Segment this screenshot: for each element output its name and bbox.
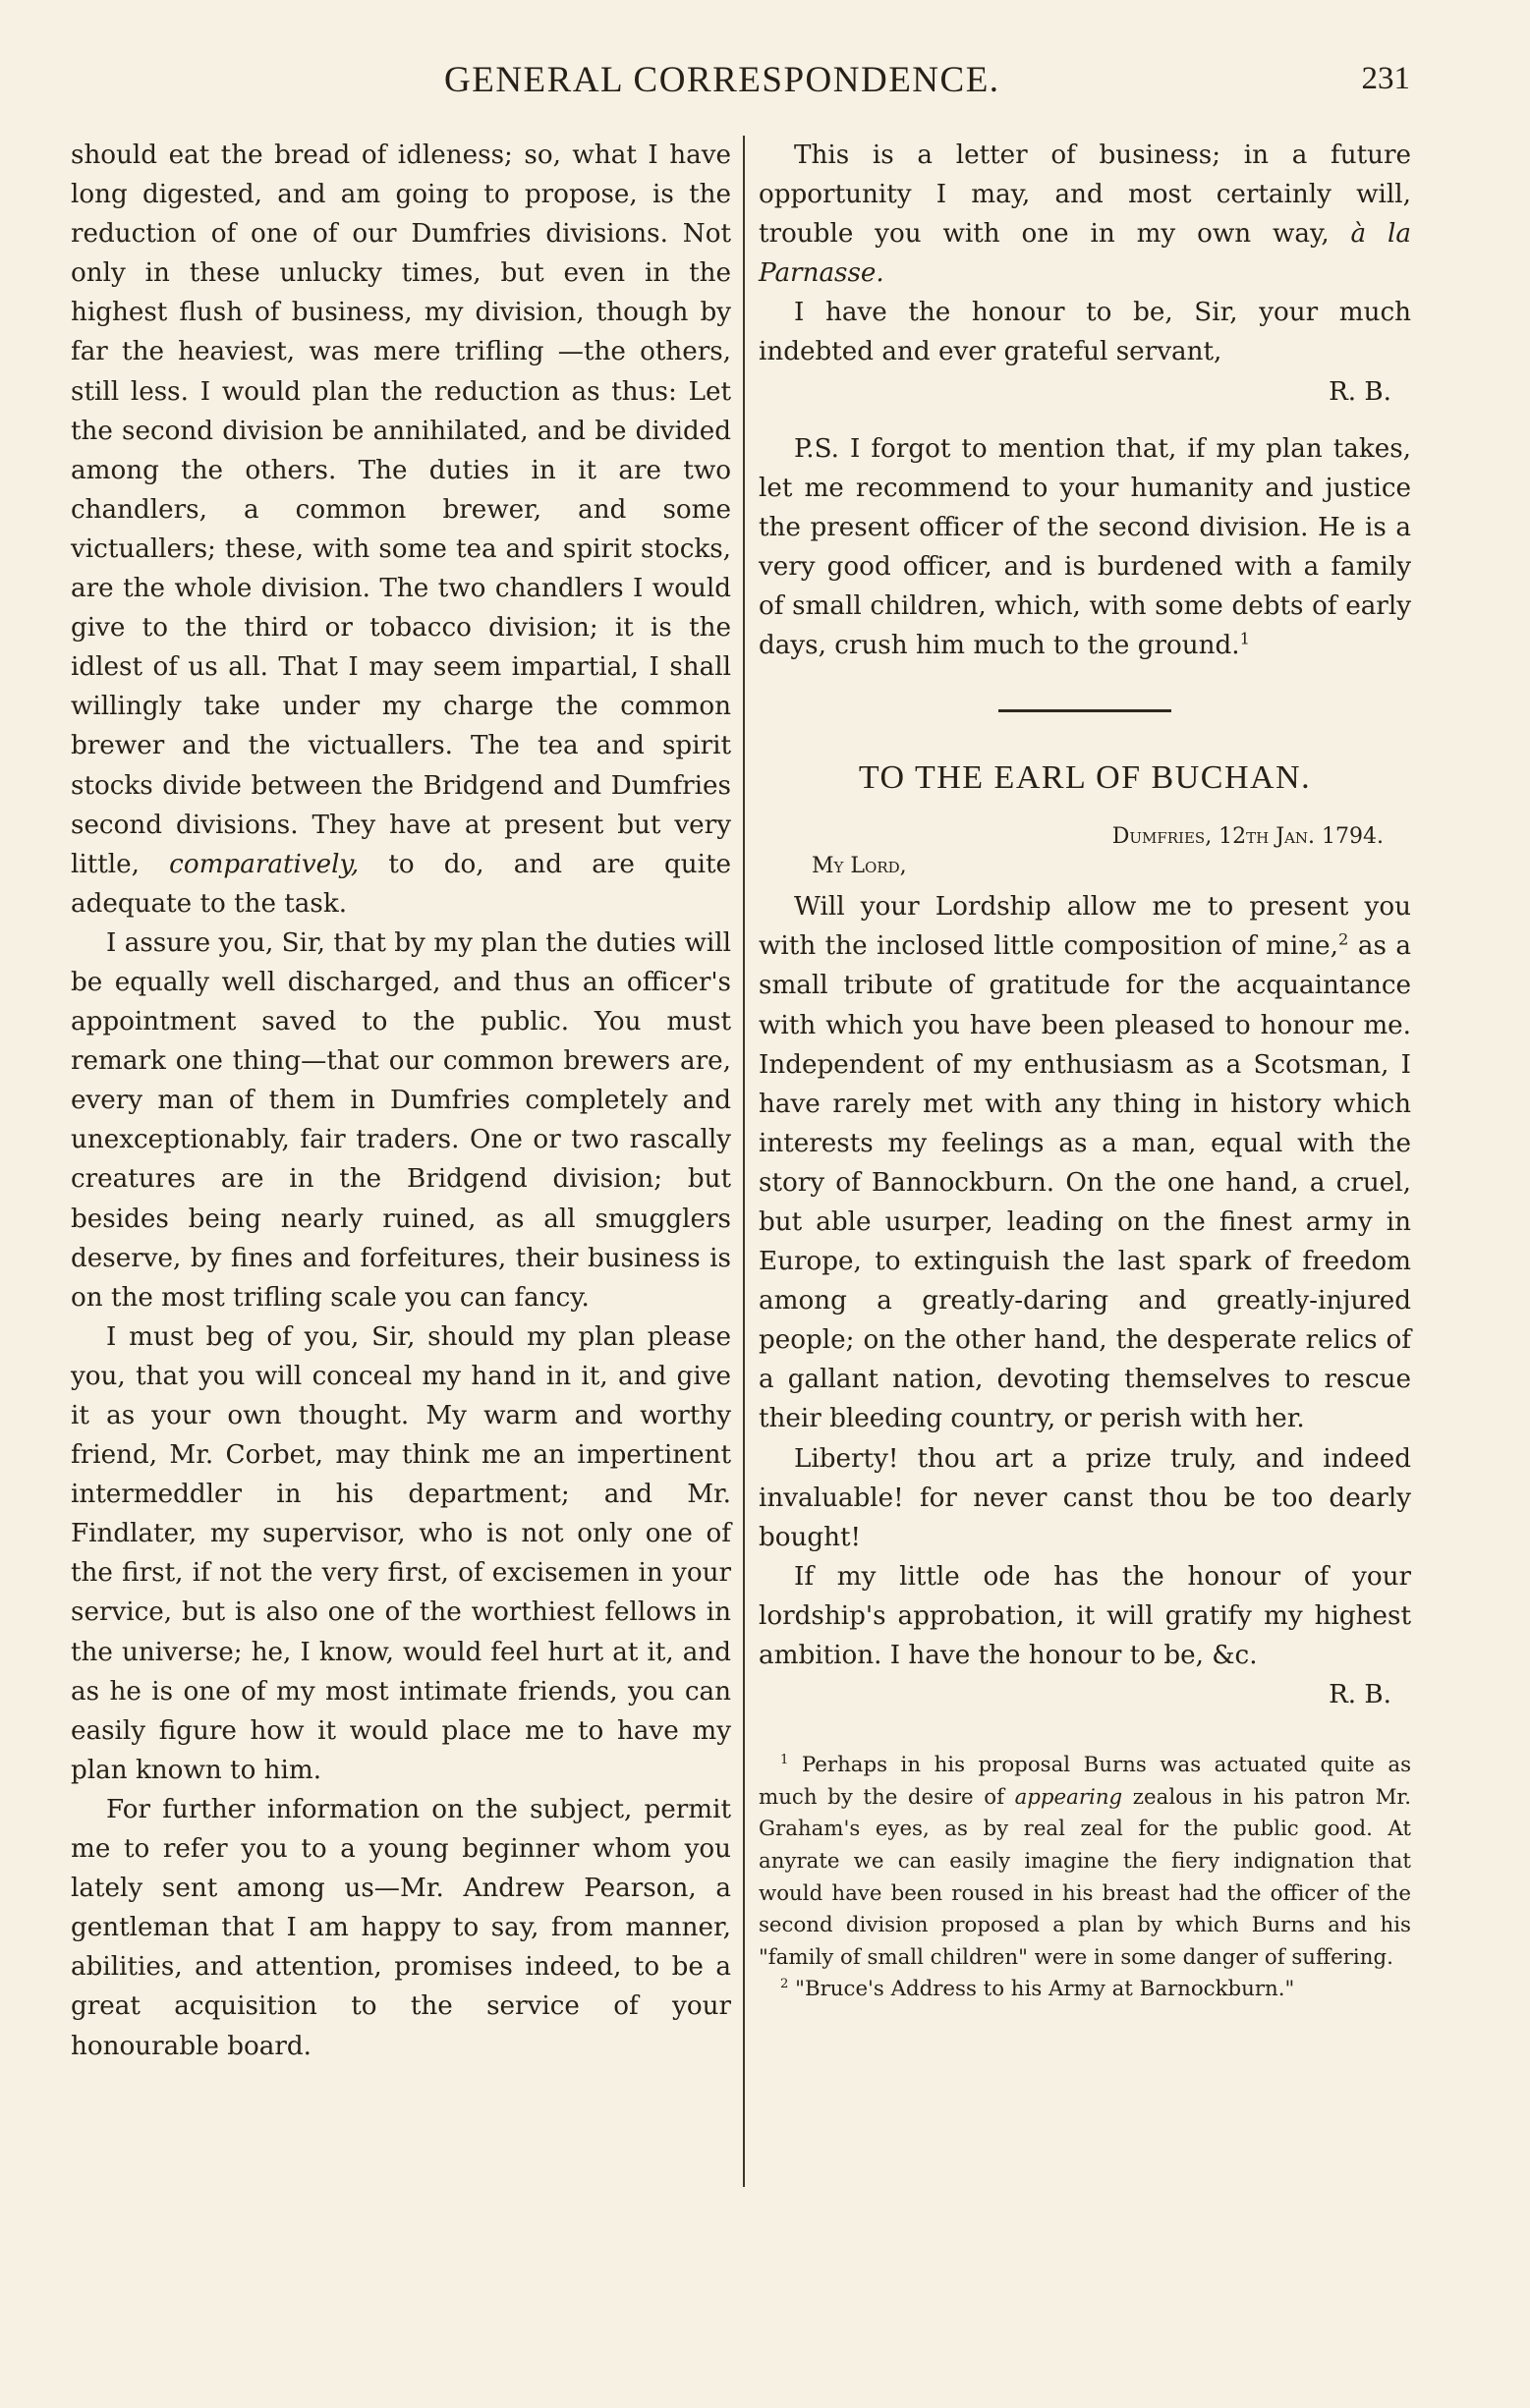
- right-column: [759, 136, 1411, 2006]
- signature: R. B.: [1329, 376, 1391, 407]
- column-divider: [743, 136, 745, 2187]
- footnotes: [759, 1750, 1411, 2006]
- paragraph: This is a letter of business; in a future opportunity I may, and most certainly will, trouble you with one in my own way, à la Parnasse.: [759, 140, 1411, 289]
- paragraph: If my little ode has the honour of your lordship's approbation, it will gratify my highest ambition. I have the honour to be, &c.: [759, 1561, 1411, 1670]
- salutation: My Lord,: [812, 854, 907, 879]
- footnote: $^2$ "Bruce's Address to his Army at Barnockburn.": [780, 1977, 1295, 2002]
- left-column: [71, 136, 731, 2066]
- page-header: [0, 59, 1530, 108]
- footnote-ref: 2: [1337, 929, 1349, 949]
- paragraph: I must beg of you, Sir, should my plan please you, that you will conceal my hand in it, and give it as your own thought. My warm and worthy friend, Mr. Corbet, may think me an impertinent intermeddler in his department; and Mr. Findlater, my supervisor, who is not only one of the first, if not the very first, of excisemen in your service, but is also one of the worthiest fellows in the universe; he, I know, would feel hurt at it, and as he is one of my most intimate friends, you can easily figure how it would place me to have my plan known to him.: [71, 1321, 731, 1785]
- footnote: $^1$ Perhaps in his proposal Burns was actuated quite as much by the desire of appearing zealous in his patron Mr. Graham's eyes, as by real zeal for the public good. At anyrate we can easily imagine the fiery indignation that would have been roused in his breast had the officer of the second division proposed a plan by which Burns and his "family of small children" were in some danger of suffering.: [759, 1753, 1412, 1970]
- dateline: Dumfries, 12th Jan. 1794.: [1111, 824, 1384, 850]
- page-number: 231: [1361, 61, 1410, 96]
- footnote-ref: 1: [1239, 629, 1250, 648]
- paragraph: I have the honour to be, Sir, your much indebted and ever grateful servant,: [759, 298, 1411, 367]
- paragraph: Liberty! thou art a prize truly, and indeed invaluable! for never canst thou be too dearly bought!: [759, 1443, 1411, 1552]
- letter-heading: TO THE EARL OF BUCHAN.: [858, 759, 1312, 797]
- paragraph: I assure you, Sir, that by my plan the duties will be equally well discharged, and thus an officer's appointment saved to the public. You must remark one thing—that our common brewers are, every man of them in Dumfries completely and unexceptionably, fair traders. One or two rascally creatures are in the Bridgend division; but besides being nearly ruined, as all smugglers deserve, by fines and forfeitures, their business is on the most trifling scale you can fancy.: [71, 927, 731, 1313]
- running-title: GENERAL CORRESPONDENCE.: [444, 60, 1000, 100]
- emphasis: comparatively,: [169, 849, 360, 879]
- postscript: P.S. I forgot to mention that, if my plan takes, let me recommend to your humanity and justice the present officer of the second division. He is a very good officer, and is burdened with a family of small children, which, with some debts of early days, crush him much to the ground.$^1$: [759, 433, 1411, 661]
- paragraph: should eat the bread of idleness; so, what I have long digested, and am going to propose, is the reduction of one of our Dumfries divisions. Not only in these unlucky times, but even in the highest flush of business, my division, though by far the heaviest, was mere trifling —the others, still less. I would plan the reduction as thus: Let the second division be annihilated, and be divided among the others. The duties in it are two chandlers, a common brewer, and some victuallers; these, with some tea and spirit stocks, are the whole division. The two chandlers I would give to the third or tobacco division; it is the idlest of us all. That I may seem impartial, I shall willingly take under my charge the common brewer and the victuallers. The tea and spirit stocks divide between the Bridgend and Dumfries second divisions. They have at present but very little, comparatively, to do, and are quite adequate to the task.: [71, 140, 732, 919]
- emphasis: à la Parnasse.: [759, 219, 1411, 289]
- paragraph: Will your Lordship allow me to present you with the inclosed little composition of mine,$^2$ as a small tribute of gratitude for the acquaintance with which you have been pleased to honour me. Independent of my enthusiasm as a Scotsman, I have rarely met with any thing in history which interests my feelings as a man, equal with the story of Bannockburn. On the one hand, a cruel, but able usurper, leading on the finest army in Europe, to extinguish the last spark of freedom among a greatly-daring and greatly-injured people; on the other hand, the desperate relics of a gallant nation, devoting themselves to rescue their bleeding country, or perish with her.: [759, 892, 1411, 1434]
- section-divider: [998, 709, 1171, 712]
- paragraph: For further information on the subject, permit me to refer you to a young beginner whom you lately sent among us—Mr. Andrew Pearson, a gentleman that I am happy to say, from manner, abilities, and attention, promises indeed, to be a great acquisition to the service of your honourable board.: [71, 1794, 731, 2061]
- signature: R. B.: [1329, 1680, 1391, 1710]
